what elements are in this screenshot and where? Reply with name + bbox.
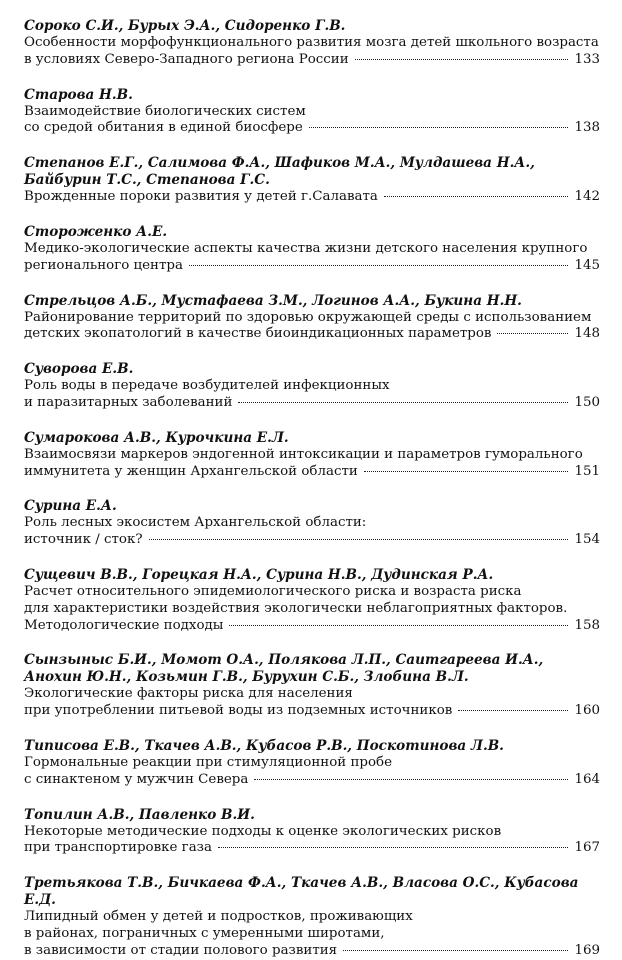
entry-title-text: Гормональные реакции при стимуляционной пробе — [24, 754, 393, 770]
page-number: 154 — [574, 532, 600, 548]
entry-title-line — [24, 189, 600, 206]
toc-entry — [24, 567, 600, 634]
entry-authors: Третьякова Т.В., Бичкаева Ф.А., Ткачев А.В., Власова О.С., Кубасова Е.Д. — [24, 875, 579, 909]
entry-authors: Анохин Ю.Н., Козьмин Г.В., Бурухин С.Б., Злобина В.Л. — [24, 669, 469, 686]
entry-authors: Старова Н.В. — [24, 86, 133, 103]
page-number: 148 — [574, 326, 600, 342]
dot-leader — [238, 402, 568, 403]
page-number: 145 — [574, 257, 600, 273]
entry-authors: Стороженко А.Е. — [24, 223, 168, 240]
dot-leader — [497, 333, 568, 334]
dot-leader — [343, 950, 568, 951]
toc-entry — [24, 87, 600, 138]
entry-title-line — [24, 824, 600, 841]
entry-title-text: и паразитарных заболеваний — [24, 394, 233, 410]
entry-title-text: Взаимосвязи маркеров эндогенной интоксикации и параметров гуморального — [24, 446, 583, 462]
page-number: 164 — [574, 771, 600, 787]
entry-authors: Байбурин Т.С., Степанова Г.С. — [24, 172, 270, 189]
entry-title-text: Роль лесных экосистем Архангельской области: — [24, 515, 367, 531]
entry-title-text: для характеристики воздействия экологически неблагоприятных факторов. — [24, 600, 568, 616]
dot-leader — [229, 625, 568, 626]
entry-authors: Сынзыныс Б.И., Момот О.А., Полякова Л.П., Саитгареева И.А., — [24, 652, 544, 669]
entry-title-text: со средой обитания в единой биосфере — [24, 120, 303, 136]
entry-title-text: с синактеном у мужчин Севера — [24, 771, 249, 787]
entry-title-line — [24, 258, 600, 275]
entry-title-text: Экологические факторы риска для населения — [24, 686, 353, 702]
entry-title-text: Липидный обмен у детей и подростков, проживающих — [24, 909, 413, 925]
entry-title-text: иммунитета у женщин Архангельской области — [24, 463, 358, 479]
toc-entry — [24, 293, 600, 344]
toc-entry — [24, 361, 600, 412]
entry-title-line — [24, 515, 600, 532]
entry-title-line — [24, 686, 600, 703]
entry-title-text: в районах, пограничных с умеренными широтами, — [24, 925, 385, 941]
entry-title-text: Методологические подходы — [24, 617, 224, 633]
page-number: 151 — [574, 463, 600, 479]
entry-title-text: Особенности морфофункционального развития мозга детей школьного возраста — [24, 35, 599, 50]
page-number: 167 — [574, 840, 600, 856]
toc-entry — [24, 738, 600, 789]
entry-title-text: при транспортировке газа — [24, 840, 212, 856]
page-number: 133 — [574, 51, 600, 67]
entry-title-line — [24, 532, 600, 549]
entry-title-line — [24, 104, 600, 121]
dot-leader — [355, 59, 569, 60]
entry-title-text: детских экопатологий в качестве биоиндикационных параметров — [24, 326, 492, 342]
entry-title-text: источник / сток? — [24, 532, 143, 548]
entry-authors: Сороко С.И., Бурых Э.А., Сидоренко Г.В. — [24, 18, 346, 34]
entry-title-line — [24, 447, 600, 464]
dot-leader — [254, 779, 568, 780]
dot-leader — [458, 710, 568, 711]
dot-leader — [364, 471, 569, 472]
page-number: 150 — [574, 394, 600, 410]
entry-authors: Сурина Е.А. — [24, 498, 117, 515]
toc-entry — [24, 652, 600, 720]
entry-authors: Суворова Е.В. — [24, 361, 134, 378]
entry-title-line — [24, 926, 600, 943]
entry-title-line — [24, 52, 600, 69]
entry-title-line — [24, 909, 600, 926]
toc-entry — [24, 18, 600, 69]
entry-title-text: регионального центра — [24, 257, 183, 273]
entry-authors: Топилин А.В., Павленко В.И. — [24, 806, 255, 823]
toc-entry — [24, 875, 600, 959]
entry-title-line — [24, 618, 600, 635]
toc-entry — [24, 807, 600, 858]
entry-title-line — [24, 584, 600, 601]
entry-title-line — [24, 703, 600, 720]
dot-leader — [149, 539, 569, 540]
entry-authors: Сумарокова А.В., Курочкина Е.Л. — [24, 429, 289, 446]
entry-authors: Стрельцов А.Б., Мустафаева З.М., Логинов А.А., Букина Н.Н. — [24, 292, 522, 309]
entry-authors: Сущевич В.В., Горецкая Н.А., Сурина Н.В., Дудинская Р.А. — [24, 566, 494, 583]
entry-title-line — [24, 772, 600, 789]
dot-leader — [189, 265, 568, 266]
dot-leader — [309, 127, 569, 128]
toc-entry — [24, 498, 600, 549]
entry-title-text: Роль воды в передаче возбудителей инфекционных — [24, 378, 390, 394]
page-number: 169 — [574, 942, 600, 958]
entry-title-text: при употреблении питьевой воды из подземных источников — [24, 703, 453, 719]
page-number: 158 — [574, 617, 600, 633]
toc-entry — [24, 224, 600, 275]
entry-title-line — [24, 601, 600, 618]
entry-title-text: Районирование территорий по здоровью окружающей среды с использованием — [24, 309, 592, 325]
page-number: 142 — [574, 189, 600, 205]
toc-entry — [24, 155, 600, 206]
entry-title-text: Расчет относительного эпидемиологического риска и возраста риска — [24, 583, 522, 599]
entry-title-text: в условиях Северо-Западного региона России — [24, 51, 349, 67]
entry-title-text: в зависимости от стадии полового развития — [24, 942, 338, 958]
toc-entry — [24, 430, 600, 481]
dot-leader — [218, 847, 568, 848]
entry-title-text: Медико-экологические аспекты качества жизни детского населения крупного — [24, 240, 588, 256]
entry-title-text: Взаимодействие биологических систем — [24, 103, 306, 119]
entry-title-line — [24, 241, 600, 258]
entry-title-text: Некоторые методические подходы к оценке экологических рисков — [24, 823, 502, 839]
entry-title-line — [24, 35, 600, 52]
entry-title-line — [24, 310, 600, 327]
dot-leader — [384, 196, 569, 197]
entry-title-line — [24, 943, 600, 960]
entry-authors: Типисова Е.В., Ткачев А.В., Кубасов Р.В., Поскотинова Л.В. — [24, 737, 504, 754]
entry-title-line — [24, 326, 600, 343]
entry-title-text: Врожденные пороки развития у детей г.Салавата — [24, 189, 378, 205]
entry-title-line — [24, 755, 600, 772]
entry-title-line — [24, 464, 600, 481]
entry-title-line — [24, 840, 600, 857]
entry-authors: Степанов Е.Г., Салимова Ф.А., Шафиков М.А., Мулдашева Н.А., — [24, 155, 535, 172]
page-number: 138 — [574, 120, 600, 136]
entry-title-line — [24, 395, 600, 412]
entry-title-line — [24, 120, 600, 137]
page-number: 160 — [574, 703, 600, 719]
entry-title-line — [24, 378, 600, 395]
